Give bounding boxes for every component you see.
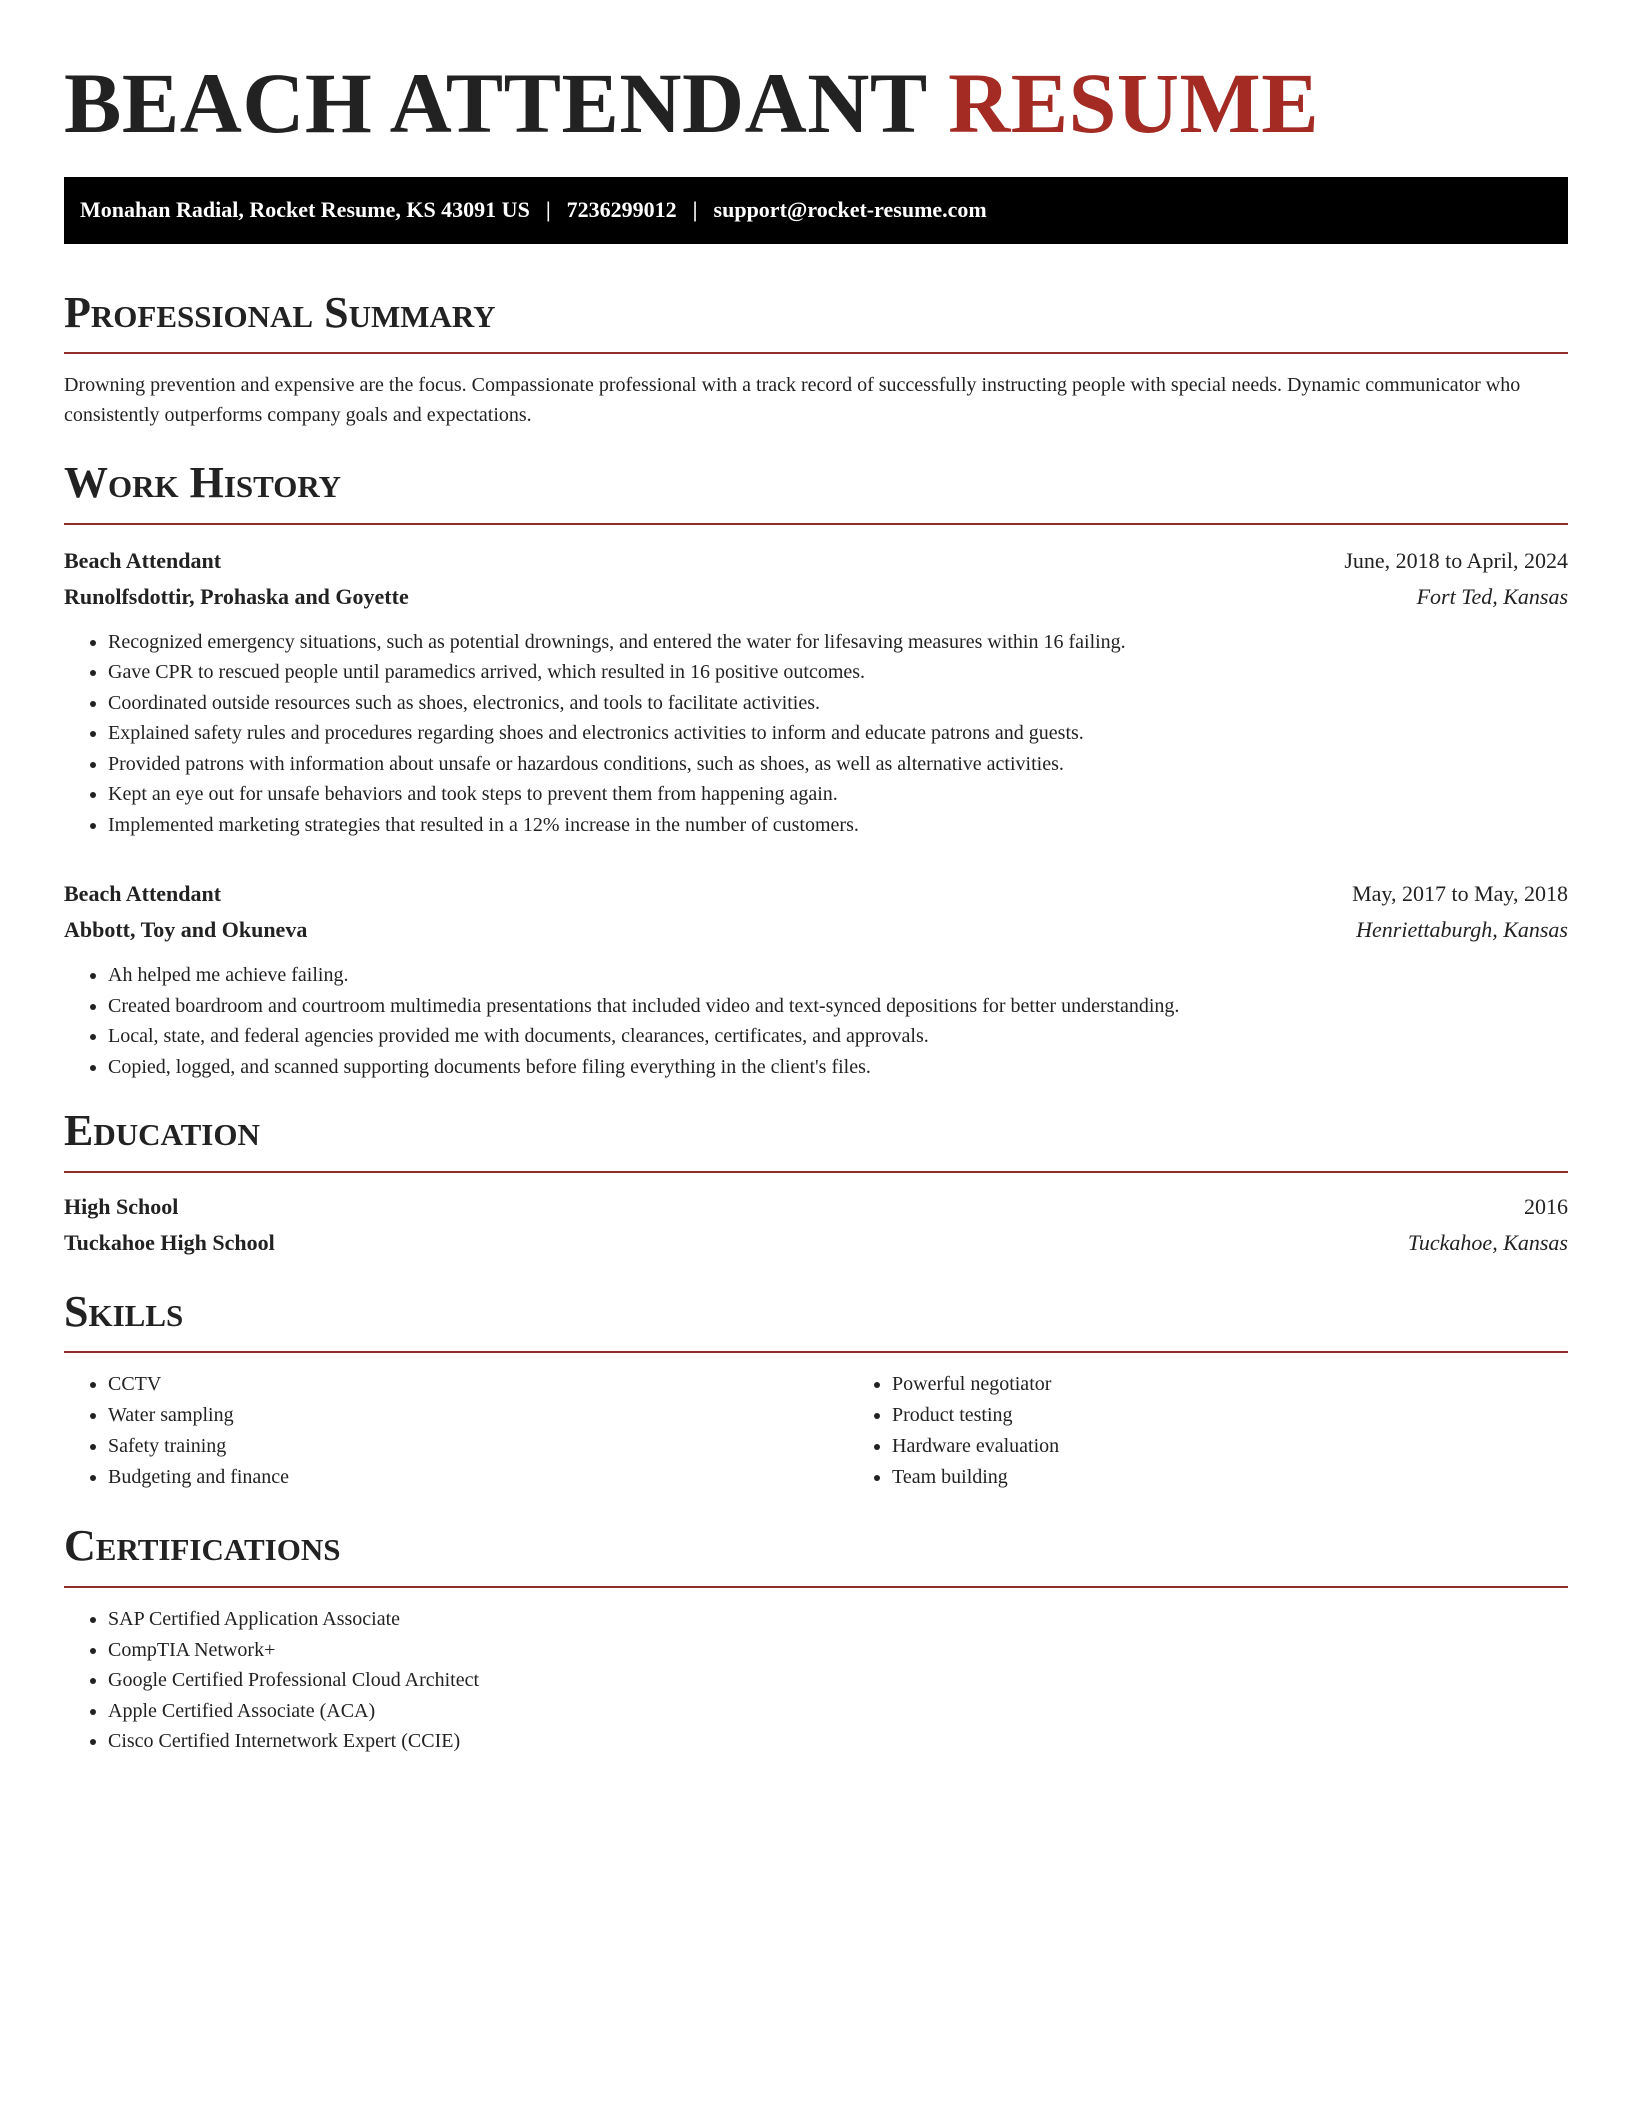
job-dates: May, 2017 to May, 2018 xyxy=(1352,881,1568,907)
skill-item: • Product testing xyxy=(892,1400,1632,1431)
job-title-row xyxy=(64,543,1568,579)
job-bullet: • Kept an eye out for unsafe behaviors and took steps to prevent them from happening again. xyxy=(108,779,1568,810)
certification-item: • Google Certified Professional Cloud Architect xyxy=(108,1665,1568,1696)
certifications-section xyxy=(64,1521,1568,1756)
job-company-row xyxy=(64,912,1568,948)
skill-item: • Hardware evaluation xyxy=(892,1431,1632,1462)
job-bullets xyxy=(64,960,1568,1082)
title-main: BEACH ATTENDANT xyxy=(64,55,927,151)
skills-heading: Skills xyxy=(64,1286,184,1336)
section-divider xyxy=(64,352,1568,354)
skill-item: • Budgeting and finance xyxy=(108,1462,848,1493)
job-bullet: • Coordinated outside resources such as shoes, electronics, and tools to facilitate activities. xyxy=(108,688,1568,719)
summary-section xyxy=(64,288,1568,431)
job-title-row xyxy=(64,876,1568,912)
contact-email: support@rocket-resume.com xyxy=(713,197,987,223)
contact-bar xyxy=(64,177,1568,244)
education-entry xyxy=(64,1189,1568,1261)
summary-text: Drowning prevention and expensive are the focus. Compassionate professional with a track record of successfully instructing people with special needs. Dynamic communicator who consistently outperforms company goals and expectations. xyxy=(64,374,1521,427)
contact-separator: | xyxy=(692,197,698,223)
contact-phone: 7236299012 xyxy=(566,197,677,223)
work-history-heading: Work History xyxy=(64,458,342,508)
job-bullet: • Ah helped me achieve failing. xyxy=(108,960,1568,991)
education-section xyxy=(64,1106,1568,1261)
resume-page xyxy=(64,0,1568,1757)
certification-item: • Cisco Certified Internetwork Expert (CCIE) xyxy=(108,1726,1568,1757)
job-bullet: • Local, state, and federal agencies provided me with documents, clearances, certificates, and approvals. xyxy=(108,1021,1568,1052)
job-title: Beach Attendant xyxy=(64,547,222,573)
job-bullet: • Created boardroom and courtroom multimedia presentations that included video and text-synced depositions for better understanding. xyxy=(108,991,1568,1022)
education-year: 2016 xyxy=(1524,1193,1568,1219)
skills-columns xyxy=(64,1369,1568,1493)
job-bullet: • Recognized emergency situations, such as potential drownings, and entered the water for lifesaving measures within 16 failing. xyxy=(108,627,1568,658)
skill-item: • Safety training xyxy=(108,1431,848,1462)
summary-heading: Professional Summary xyxy=(64,287,496,337)
job-bullet: • Provided patrons with information about unsafe or hazardous conditions, such as shoes, as well as alternative activities. xyxy=(108,749,1568,780)
section-divider xyxy=(64,523,1568,525)
skills-list-right xyxy=(848,1369,1632,1493)
contact-separator: | xyxy=(545,197,551,223)
education-heading: Education xyxy=(64,1106,260,1156)
job-bullet: • Explained safety rules and procedures regarding shoes and electronics activities to inform and educate patrons and guests. xyxy=(108,718,1568,749)
job-location: Fort Ted, Kansas xyxy=(1416,583,1568,609)
certification-item: • Apple Certified Associate (ACA) xyxy=(108,1696,1568,1727)
job-bullet: • Implemented marketing strategies that resulted in a 12% increase in the number of customers. xyxy=(108,810,1568,841)
section-divider xyxy=(64,1586,1568,1588)
resume-title xyxy=(64,56,1568,151)
title-accent: RESUME xyxy=(948,55,1320,151)
contact-address: Monahan Radial, Rocket Resume, KS 43091 US xyxy=(80,197,530,223)
skill-item: • Powerful negotiator xyxy=(892,1369,1632,1400)
job-location: Henriettaburgh, Kansas xyxy=(1356,917,1568,943)
job-dates: June, 2018 to April, 2024 xyxy=(1344,547,1568,573)
skill-item: • Water sampling xyxy=(108,1400,848,1431)
education-school-row xyxy=(64,1225,1568,1261)
section-divider xyxy=(64,1171,1568,1173)
education-degree: High School xyxy=(64,1193,179,1219)
skills-list-left xyxy=(64,1369,848,1493)
job-title: Beach Attendant xyxy=(64,881,222,907)
skill-item: • CCTV xyxy=(108,1369,848,1400)
section-divider xyxy=(64,1351,1568,1353)
skills-section xyxy=(64,1287,1568,1494)
education-degree-row xyxy=(64,1189,1568,1225)
job-entry xyxy=(64,876,1568,1082)
job-company-row xyxy=(64,579,1568,615)
job-company: Runolfsdottir, Prohaska and Goyette xyxy=(64,583,409,609)
certifications-heading: Certifications xyxy=(64,1521,341,1571)
education-school: Tuckahoe High School xyxy=(64,1229,275,1255)
job-bullet: • Gave CPR to rescued people until paramedics arrived, which resulted in 16 positive outcomes. xyxy=(108,657,1568,688)
job-bullets xyxy=(64,627,1568,841)
skill-item: • Team building xyxy=(892,1462,1632,1493)
certifications-list xyxy=(64,1604,1568,1757)
job-entry xyxy=(64,543,1568,841)
job-company: Abbott, Toy and Okuneva xyxy=(64,917,308,943)
education-location: Tuckahoe, Kansas xyxy=(1407,1229,1568,1255)
work-history-section xyxy=(64,458,1568,1082)
certification-item: • SAP Certified Application Associate xyxy=(108,1604,1568,1635)
certification-item: • CompTIA Network+ xyxy=(108,1635,1568,1666)
job-bullet: • Copied, logged, and scanned supporting documents before filing everything in the client's files. xyxy=(108,1052,1568,1083)
